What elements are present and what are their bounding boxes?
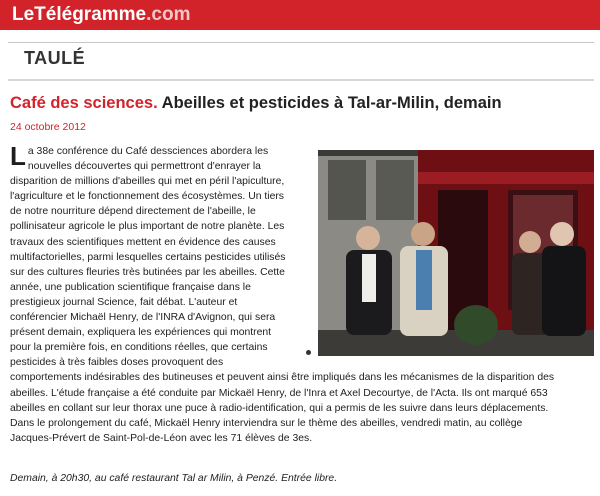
site-logo[interactable] xyxy=(12,4,190,26)
section-title[interactable]: TAULÉ xyxy=(24,48,86,68)
body-line: Dans le prolongement du café, Mickaël Henry interviendra sur le thème des abeilles, vendredi matin, au collège xyxy=(10,417,523,429)
body-line: prestigieux journal Science, fait débat. L'auteur et xyxy=(10,296,238,308)
body-line: pour la première fois, en conditions réelles, que certains xyxy=(10,342,268,354)
body-line: Jacques-Prévert de Saint-Pol-de-Léon avec les 71 élèves de 3es. xyxy=(10,432,313,444)
section-rule-bottom xyxy=(8,79,594,81)
masthead-bar xyxy=(0,0,600,30)
logo-domain: .com xyxy=(146,4,191,25)
photo-bullet xyxy=(306,350,311,355)
article-footer: Demain, à 20h30, au café restaurant Tal ar Milin, à Penzé. Entrée libre. xyxy=(10,473,338,484)
photo-illustration xyxy=(318,150,594,356)
article-photo[interactable] xyxy=(318,150,594,356)
body-line: l'agriculture et le fonctionnement des écosystèmes. Un tiers xyxy=(10,191,285,203)
body-line: sur des cultures fleuries très butinées par les abeilles. Cette xyxy=(10,266,285,278)
body-line: a 38e conférence du Café dessciences abordera les xyxy=(27,146,269,157)
body-line: travaux des scientifiques mettent en évidence des causes xyxy=(10,236,276,248)
body-line: présent demain, expliquera les expériences qui montrent xyxy=(10,327,272,339)
body-line: pesticides à très faibles doses provoquent des xyxy=(10,357,224,369)
body-line: nouvelles découvertes qui permettront d'enrayer la xyxy=(27,161,261,173)
headline-title: Abeilles et pesticides à Tal-ar-Milin, demain xyxy=(161,94,502,112)
body-line: disparition de millions d'abeilles qui met en péril l'apiculture, xyxy=(10,176,285,188)
section-rule-top xyxy=(8,42,594,43)
headline-kicker: Café des sciences. xyxy=(10,94,158,112)
body-line: pollinisateur agricole le plus important de notre planète. Les xyxy=(10,221,285,233)
body-line: multifactorielles, parmi lesquelles certains pesticides utilisés xyxy=(10,251,286,263)
body-line: abeilles en collant sur leur thorax une puce à radio-identification, qui a permis de les suivre dans leurs déplacements. xyxy=(10,402,549,414)
body-line: de notre nourriture dépend directement de l'abeille, le xyxy=(10,206,256,218)
body-line: année, une publication scientifique française dans le xyxy=(10,281,251,293)
body-line: comportements indésirables des butineuses et peuvent ainsi être impliqués dans les mécanismes de la disparition des xyxy=(10,372,555,384)
logo-main: LeTélégramme xyxy=(12,4,147,25)
article-headline xyxy=(10,93,595,113)
drop-cap: L xyxy=(10,141,26,171)
body-line: conférencier Michaël Henry, de l'INRA d'Avignon, qui sera xyxy=(10,312,276,324)
body-line: abeilles. L'étude française a été conduite par Mickaël Henry, de l'Inra et Axel Decourtye, de l'Acta. Ils ont marqué 653 xyxy=(10,387,548,399)
article-date: 24 octobre 2012 xyxy=(10,121,86,133)
